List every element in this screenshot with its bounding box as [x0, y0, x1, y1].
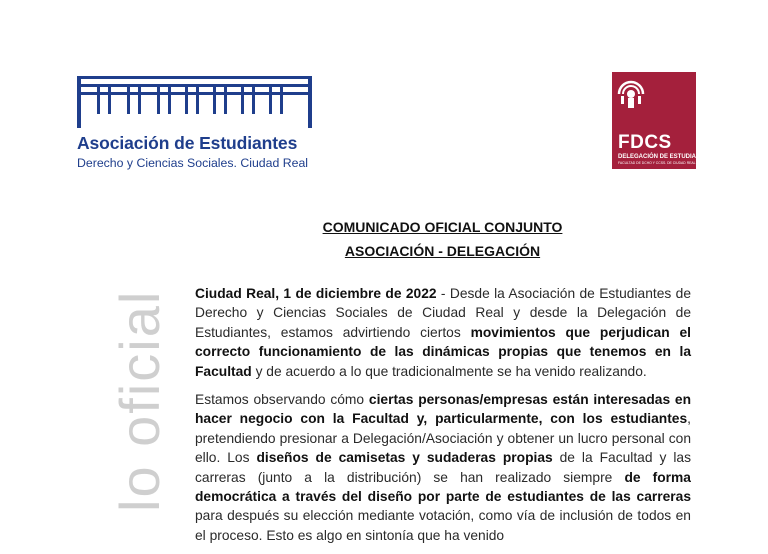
fdcs-logo — [612, 72, 713, 169]
bold-run: de forma democrática a través del diseño por parte de estudiantes de las carreras — [195, 469, 691, 505]
text-run: de la Facultad y las carreras (junto a la distribución) se han realizado siempre — [195, 450, 691, 485]
watermark-text: lo oficial — [108, 289, 171, 512]
paragraph-2 — [195, 390, 691, 545]
text-run: Estamos observando cómo — [195, 392, 369, 408]
text-run: para después su elección mediante votación, como vía de inclusión de todos en el proceso. Esto es algo en sintonía que ha venido — [195, 508, 691, 543]
paragraph-1 — [195, 284, 691, 381]
text-run: y de acuerdo a lo que tradicionalmente se ha venido realizando. — [251, 363, 647, 379]
fdcs-acronym: FDCS — [618, 132, 672, 153]
asociacion-logo — [77, 76, 315, 172]
org-name: Asociación de Estudiantes — [77, 133, 298, 153]
university-seal-icon — [616, 78, 646, 112]
text-run: , pretendiendo presionar a Delegación/Asociación y obtener un lucro personal con ello. Los — [195, 411, 691, 466]
document-body — [195, 284, 691, 554]
document-subtitle: ASOCIACIÓN - DELEGACIÓN — [344, 243, 541, 259]
bold-run: diseños de camisetas y sudaderas propias — [256, 450, 553, 466]
org-subtitle: Derecho y Ciencias Sociales. Ciudad Real — [77, 156, 309, 170]
text-run: - Desde la Asociación de Estudiantes de Derecho y Ciencias Sociales de Ciudad Real y desde la Delegación de Estudiantes, estamos advirtiendo ciertos — [195, 286, 691, 340]
bold-run: ciertas personas/empresas están interesadas en hacer negocio con la Facultad y, particularmente, con los estudiantes — [195, 392, 692, 427]
document-title: COMUNICADO OFICIAL CONJUNTO — [322, 219, 563, 235]
bold-run: movimientos que perjudican el correcto funcionamiento de las dinámicas propias que tenemos en la Facultad — [195, 324, 691, 379]
building-columns-icon — [77, 76, 315, 132]
bold-run: Ciudad Real, 1 de diciembre de 2022 — [195, 286, 437, 301]
fdcs-delegacion: DELEGACIÓN DE ESTUDIANTES — [618, 154, 713, 160]
fdcs-facultad: FACULTAD DE DCHO Y CCSS. DE CIUDAD REAL — [618, 161, 696, 165]
